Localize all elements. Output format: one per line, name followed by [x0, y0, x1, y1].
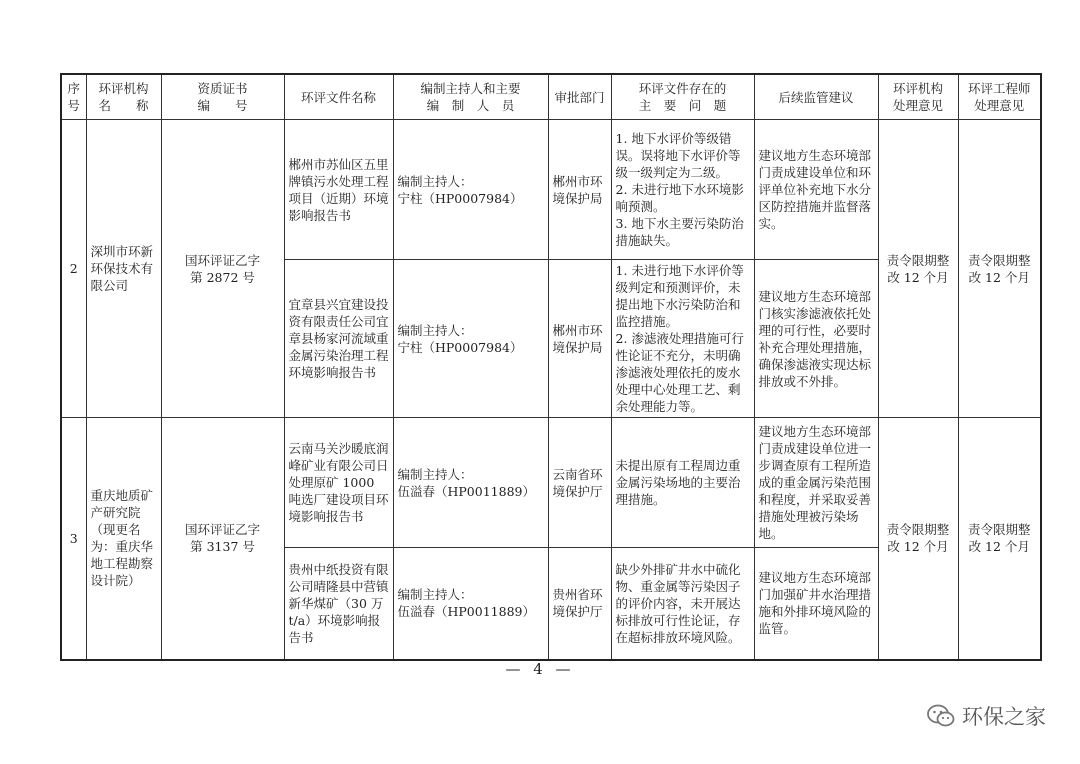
staff: 编制主持人： 伍溢春（HP0011889） — [393, 548, 548, 660]
header-row — [61, 74, 1041, 120]
header-suggestion: 后续监管建议 — [754, 74, 878, 120]
header-staff: 编制主持人和主要 编 制 人 员 — [393, 74, 548, 120]
header-org: 环评机构 名 称 — [86, 74, 161, 120]
engineer-opinion: 责令限期整改 12 个月 — [958, 120, 1041, 418]
header-dept: 审批部门 — [548, 74, 611, 120]
file-name: 云南马关沙暖底润峰矿业有限公司日处理原矿 1000 吨选厂建设项目环境影响报告书 — [284, 418, 393, 548]
issues: 缺少外排矿井水中硫化物、重金属等污染因子的评价内容，未开展达标排放可行性论证，存在超标排放环境风险。 — [611, 548, 754, 660]
staff: 编制主持人： 宁柱（HP0007984） — [393, 260, 548, 418]
org-name: 重庆地质矿产研究院（现更名为：重庆华地工程勘察设计院） — [86, 418, 161, 660]
watermark — [926, 701, 1046, 731]
issues: 1. 未进行地下水评价等级判定和预测评价，未提出地下水污染防治和监控措施。 2. 渗滤液处理措施可行性论证不充分，未明确渗滤液处理依托的废水处理中心处理工艺、剩余处理能力等。 — [611, 260, 754, 418]
page-number: — 4 — — [505, 660, 575, 678]
file-name: 贵州中纸投资有限公司晴隆县中营镇新华煤矿（30 万 t/a）环境影响报告书 — [284, 548, 393, 660]
file-name: 郴州市苏仙区五里牌镇污水处理工程项目（近期）环境影响报告书 — [284, 120, 393, 260]
engineer-opinion: 责令限期整改 12 个月 — [958, 418, 1041, 660]
file-name: 宜章县兴宜建设投资有限责任公司宜章县杨家河流域重金属污染治理工程环境影响报告书 — [284, 260, 393, 418]
issues: 未提出原有工程周边重金属污染场地的主要治理措施。 — [611, 418, 754, 548]
cert-number: 国环评证乙字 第 2872 号 — [161, 120, 284, 418]
table-row — [61, 120, 1041, 260]
staff: 编制主持人： 伍溢春（HP0011889） — [393, 418, 548, 548]
agency-opinion: 责令限期整改 12 个月 — [878, 418, 958, 660]
header-agency-opinion: 环评机构 处理意见 — [878, 74, 958, 120]
approval-dept: 郴州市环境保护局 — [548, 120, 611, 260]
org-name: 深圳市环新环保技术有限公司 — [86, 120, 161, 418]
row-number: 3 — [61, 418, 86, 660]
approval-dept: 贵州省环境保护厅 — [548, 548, 611, 660]
header-cert: 资质证书 编 号 — [161, 74, 284, 120]
suggestion: 建议地方生态环境部门责成建设单位和环评单位补充地下水分区防控措施并监督落实。 — [754, 120, 878, 260]
table-row — [61, 418, 1041, 548]
wechat-icon — [926, 703, 956, 729]
header-no: 序 号 — [61, 74, 86, 120]
header-engineer-opinion: 环评工程师 处理意见 — [958, 74, 1041, 120]
staff: 编制主持人： 宁柱（HP0007984） — [393, 120, 548, 260]
row-number: 2 — [61, 120, 86, 418]
approval-dept: 云南省环境保护厅 — [548, 418, 611, 548]
header-issues: 环评文件存在的 主 要 问 题 — [611, 74, 754, 120]
watermark-text: 环保之家 — [962, 705, 1046, 729]
suggestion: 建议地方生态环境部门核实渗滤液依托处理的可行性，必要时补充合理处理措施，确保渗滤液实现达标排放或不外排。 — [754, 260, 878, 418]
approval-dept: 郴州市环境保护局 — [548, 260, 611, 418]
cert-number: 国环评证乙字 第 3137 号 — [161, 418, 284, 660]
suggestion: 建议地方生态环境部门责成建设单位进一步调查原有工程所造成的重金属污染范围和程度，并采取妥善措施处理被污染场地。 — [754, 418, 878, 548]
agency-opinion: 责令限期整改 12 个月 — [878, 120, 958, 418]
suggestion: 建议地方生态环境部门加强矿井水治理措施和外排环境风险的监管。 — [754, 548, 878, 660]
header-file: 环评文件名称 — [284, 74, 393, 120]
issues: 1. 地下水评价等级错误。误将地下水评价等级一级判定为二级。 2. 未进行地下水环境影响预测。 3. 地下水主要污染防治措施缺失。 — [611, 120, 754, 260]
violation-table — [60, 73, 1042, 661]
